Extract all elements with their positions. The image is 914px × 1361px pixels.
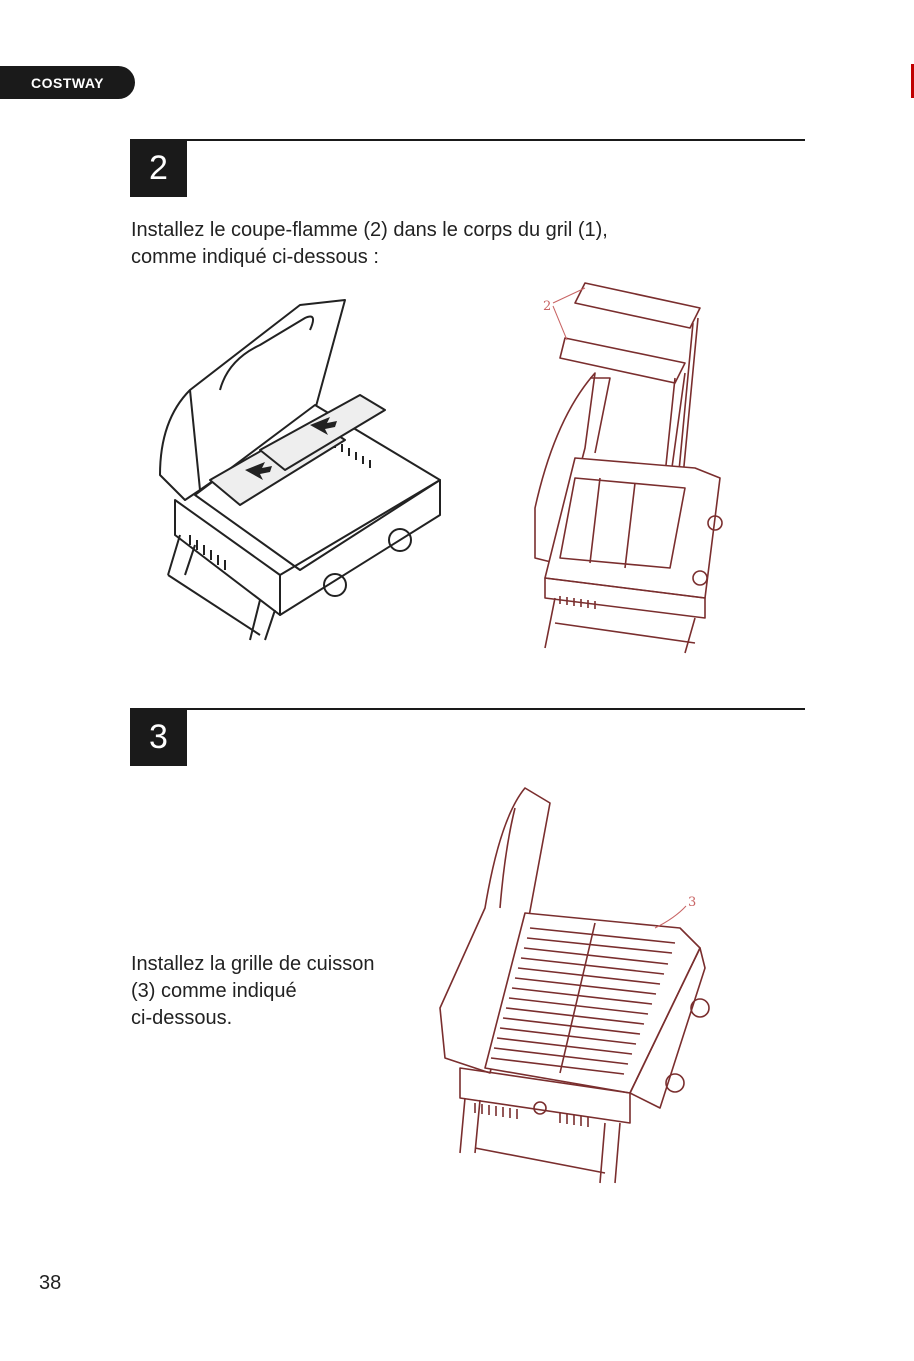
flame-tamer-callout: 2: [543, 299, 552, 314]
step-3-instruction-line-2: (3) comme indiqué: [131, 980, 297, 1002]
step-2-number: 2: [130, 140, 187, 197]
grill-flame-tamer-illustration: [150, 290, 450, 650]
step-3-number: 3: [130, 709, 187, 766]
step-2-divider: [130, 139, 805, 141]
cooking-grate-callout: 3: [688, 895, 697, 910]
flame-tamer-exploded-view: [515, 278, 730, 658]
step-3-instruction-line-3: ci-dessous.: [131, 1007, 233, 1029]
cooking-grate-illustration: [430, 778, 720, 1188]
step-2-instruction: [131, 217, 608, 271]
step-3-divider: [130, 708, 805, 710]
step-3-instruction-line-1: Installez la grille de cuisson: [131, 953, 375, 975]
step-2-instruction-line-2: comme indiqué ci-dessous :: [131, 246, 379, 268]
page-number: 38: [39, 1272, 62, 1294]
step-2-instruction-line-1: Installez le coupe-flamme (2) dans le corps du gril (1),: [131, 219, 608, 241]
step-3-instruction: [131, 951, 374, 1032]
brand-logo: COSTWAY: [0, 66, 135, 99]
